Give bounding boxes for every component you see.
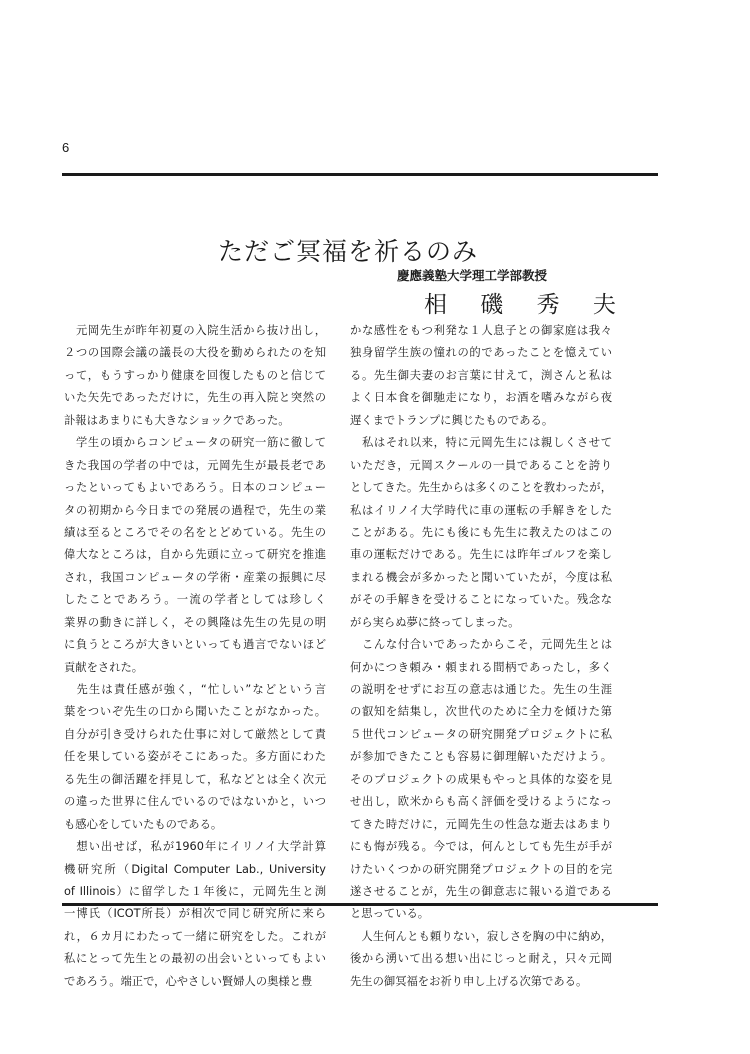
text-line: がら実らぬ夢に終ってしまった。	[350, 615, 520, 629]
text-line: 先生は責任感が強く，“忙しい”などという言	[64, 683, 326, 696]
text-line: って，もうすっかり健康を回復したものと信じて	[64, 368, 326, 382]
text-line: の説明をせずにお互の意志は通じた。先生の生涯	[350, 683, 612, 696]
text-line: 偉大なところは，自から先頭に立って研究を推進	[64, 548, 326, 562]
text-line: 私はそれ以来，特に元岡先生には親しくさせて	[350, 436, 612, 450]
text-line: 一博氏（ICOT所長）が相次で同じ研究所に来ら	[64, 907, 326, 921]
right-column	[350, 320, 612, 993]
text-line: かな感性をもつ利発な１人息子との御家庭は我々	[350, 324, 612, 337]
text-line: 人生何んとも頼りない，寂しさを胸の中に納め，	[350, 929, 612, 943]
text-line: 任を果している姿がそこにあった。多方面にわた	[64, 750, 326, 764]
text-line: も感心をしていたものである。	[64, 817, 223, 831]
text-line: れ，６カ月にわたって一緒に研究をした。これが	[64, 929, 326, 943]
page-number: 6	[62, 140, 70, 155]
text-line: に負うところが大きいといっても過言でないほど	[64, 638, 326, 652]
text-line: したことであろう。一流の学者としては珍しく	[64, 593, 326, 607]
text-line: きた我国の学者の中では，元岡先生が最長老であ	[64, 458, 326, 472]
text-line: の違った世界に住んでいるのではないかと，いつ	[64, 795, 326, 809]
text-line: 貢献をされた。	[64, 660, 144, 674]
text-line: タの初期から今日までの発展の過程で，先生の業	[64, 503, 326, 517]
text-line: 何かにつき頼み・頼まれる間柄であったし，多く	[350, 660, 612, 674]
text-line: され，我国コンピュータの学術・産業の振興に尽	[64, 570, 326, 584]
text-line: 学生の頃からコンピュータの研究一筋に徹して	[64, 436, 326, 450]
text-line: の叡知を結集し，次世代のために全力を傾けた第	[350, 705, 612, 719]
top-rule	[62, 173, 658, 176]
text-line: 業界の動きに詳しく，その興隆は先生の先見の明	[64, 615, 326, 629]
author-affiliation: 慶應義塾大学理工学部教授	[397, 268, 548, 283]
text-line: 自分が引き受けられた仕事に対して厳然として責	[64, 727, 326, 741]
text-line: にも悔が残る。今では，何んとしても先生が手が	[350, 840, 612, 854]
text-line: 先生の御冥福をお祈り申し上げる次第である。	[350, 974, 588, 988]
text-line: of Illinois）に留学した１年後に，元岡先生と渕	[64, 884, 326, 898]
text-line: 独身留学生族の憧れの的であったことを憶えてい	[350, 346, 612, 360]
text-line: がその手解きを受けることになっていた。残念な	[350, 593, 612, 607]
text-line: いただき，元岡スクールの一員であることを誇り	[350, 458, 612, 472]
text-line: 元岡先生が昨年初夏の入院生活から抜け出し，	[64, 324, 326, 337]
text-line: いた矢先であっただけに，先生の再入院と突然の	[64, 391, 326, 405]
bottom-rule	[62, 903, 658, 906]
text-line: せ出し，欧米からも高く評価を受けるようになっ	[350, 795, 612, 809]
text-line: 遅くまでトランプに興じたものである。	[350, 413, 554, 427]
text-line: が参加できたことも容易に御理解いただけよう。	[350, 750, 612, 764]
text-line: ５世代コンピュータの研究開発プロジェクトに私	[350, 727, 612, 741]
text-line: 訃報はあまりにも大きなショックであった。	[64, 413, 290, 427]
text-line: てきた時だけに，元岡先生の性急な逝去はあまり	[350, 817, 612, 831]
left-column	[64, 320, 326, 993]
text-line: 車の運転だけである。先生には昨年ゴルフを楽し	[350, 548, 612, 562]
text-line: ったといってもよいであろう。日本のコンピュー	[64, 481, 326, 495]
text-line: そのプロジェクトの成果もやっと具体的な姿を見	[350, 772, 612, 786]
text-line: 私にとって先生との最初の出会いといってもよい	[64, 952, 326, 966]
text-line: まれる機会が多かったと聞いていたが，今度は私	[350, 570, 612, 584]
text-line: と思っている。	[350, 907, 430, 921]
text-line: ことがある。先にも後にも先生に教えたのはこの	[350, 525, 612, 539]
text-line: ２つの国際会議の議長の大役を勤められたのを知	[64, 346, 326, 360]
text-line: としてきた。先生からは多くのことを教わったが，	[350, 481, 612, 495]
text-line: 葉をついぞ先生の口から聞いたことがなかった。	[64, 705, 326, 719]
text-line: 績は至るところでその名をとどめている。先生の	[64, 525, 326, 539]
author-name: 相 磯 秀 夫	[424, 292, 629, 318]
text-line: 遂させることが，先生の御意志に報いる道である	[350, 884, 612, 898]
text-line: 想い出せば，私が1960年にイリノイ大学計算	[64, 840, 326, 854]
text-line: こんな付合いであったからこそ，元岡先生とは	[350, 638, 612, 652]
text-line: よく日本食を御馳走になり，お酒を嗜みながら夜	[350, 391, 612, 405]
text-line: けたいくつかの研究開発プロジェクトの目的を完	[350, 862, 612, 876]
text-line: る先生の御活躍を拝見して，私などとは全く次元	[64, 772, 326, 786]
text-line: 後から湧いて出る想い出にじっと耐え，只々元岡	[350, 952, 612, 966]
text-line: であろう。端正で，心やさしい賢婦人の奥様と豊	[64, 974, 313, 988]
text-line: 機研究所（Digital Computer Lab., University	[64, 862, 326, 876]
text-line: る。先生御夫妻のお言葉に甘えて，渕さんと私は	[350, 368, 612, 382]
article-title: ただご冥福を祈るのみ	[218, 237, 479, 266]
text-line: 私はイリノイ大学時代に車の運転の手解きをした	[350, 503, 612, 517]
